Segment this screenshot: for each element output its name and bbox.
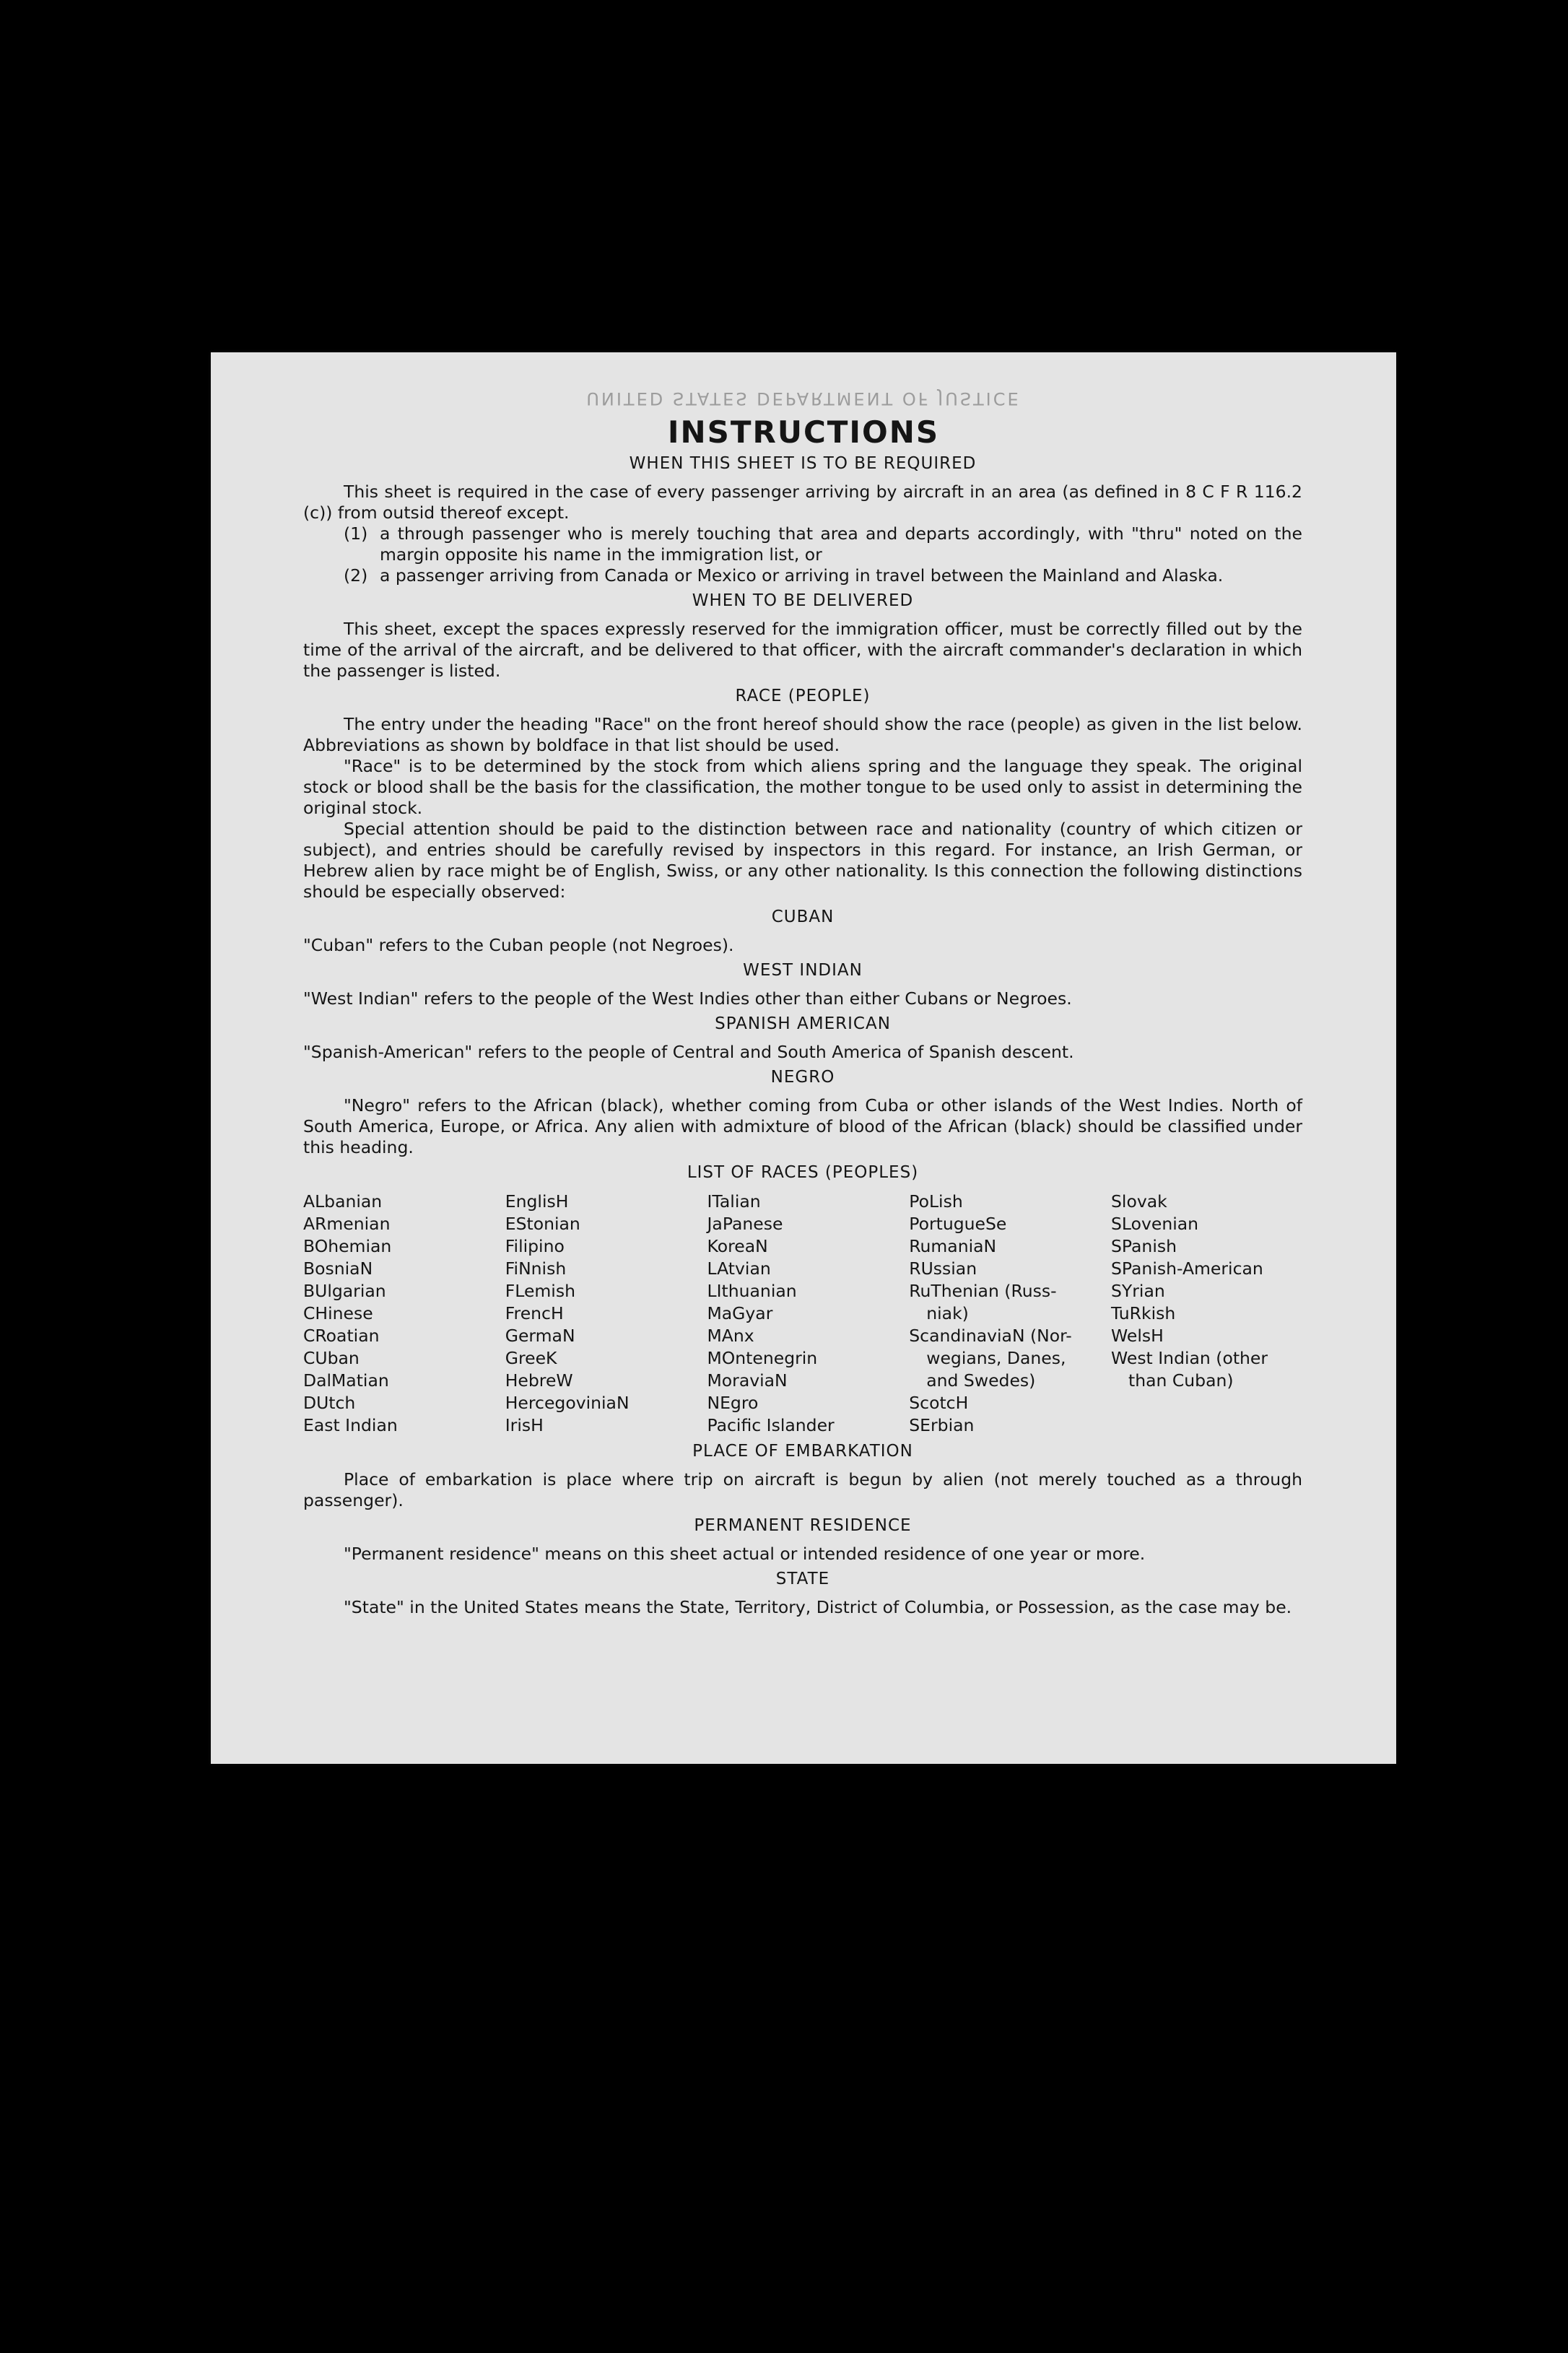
- race-item: ScotcH: [909, 1393, 969, 1413]
- race-item: JaPanese: [707, 1214, 783, 1234]
- race-column-1: [303, 1191, 495, 1437]
- race-item: DalMatian: [303, 1370, 389, 1391]
- heading-when-required: WHEN THIS SHEET IS TO BE REQUIRED: [629, 454, 977, 473]
- heading-negro: NEGRO: [770, 1068, 835, 1087]
- race-item: GermaN: [505, 1326, 575, 1346]
- race-item: CHinese: [303, 1303, 373, 1323]
- instructions-body: [303, 453, 1302, 1618]
- race-item: PortugueSe: [909, 1214, 1007, 1234]
- paragraph-race-3: Special attention should be paid to the distinction between race and nationality (country of which citizen or subject), and entries should be carefully revised by inspectors in this regard. For instance, an Irish German, or Hebrew alien by race might be of English, Swiss, or any other nationality. Is this connection the following distinctions should be especially observed:: [303, 819, 1302, 902]
- exception-text: a through passenger who is merely touching that area and departs accordingly, with "thru" noted on the margin opposite his name in the immigration list, or: [380, 523, 1302, 565]
- heading-spanish-american: SPANISH AMERICAN: [715, 1014, 891, 1033]
- heading-list-of-races: LIST OF RACES (PEOPLES): [687, 1163, 919, 1182]
- race-item: IrisH: [505, 1415, 544, 1435]
- race-item: CUban: [303, 1348, 360, 1368]
- race-item: RUssian: [909, 1258, 977, 1279]
- paragraph-race-1: The entry under the heading "Race" on the front hereof should show the race (people) as given in the list below. Abbreviations as shown by boldface in that list should be used.: [303, 714, 1302, 755]
- race-column-4: [909, 1191, 1100, 1437]
- race-item: ScandinaviaN (Nor-: [909, 1326, 1072, 1346]
- race-item: MoraviaN: [707, 1370, 788, 1391]
- paragraph-spanish-american: "Spanish-American" refers to the people of Central and South America of Spanish descent.: [303, 1042, 1074, 1062]
- race-column-3: [707, 1191, 899, 1437]
- race-column-5: [1111, 1191, 1302, 1437]
- race-item: FrencH: [505, 1303, 564, 1323]
- paragraph-state: "State" in the United States means the State, Territory, District of Columbia, or Possession, as the case may be.: [344, 1597, 1292, 1617]
- race-item: MOntenegrin: [707, 1348, 818, 1368]
- race-item: RuThenian (Russ-: [909, 1281, 1057, 1301]
- race-item: and Swedes): [926, 1370, 1036, 1391]
- race-item: SErbian: [909, 1415, 975, 1435]
- race-item: HercegoviniaN: [505, 1393, 630, 1413]
- document-sheet: [211, 352, 1396, 1764]
- exception-item: [303, 523, 1302, 565]
- race-item: BUlgarian: [303, 1281, 386, 1301]
- race-item: ALbanian: [303, 1191, 383, 1212]
- paragraph-race-2: "Race" is to be determined by the stock from which aliens spring and the language they speak. The original stock or blood shall be the basis for the classification, the mother tongue to be used only to assist in determining the original stock.: [303, 756, 1302, 818]
- race-item: SYrian: [1111, 1281, 1165, 1301]
- race-item: MAnx: [707, 1326, 754, 1346]
- race-item: East Indian: [303, 1415, 398, 1435]
- heading-permanent-residence: PERMANENT RESIDENCE: [694, 1516, 912, 1535]
- race-item: SPanish: [1111, 1236, 1177, 1256]
- race-item: WelsH: [1111, 1326, 1164, 1346]
- exception-text: a passenger arriving from Canada or Mexico or arriving in travel between the Mainland and Alaska.: [380, 565, 1224, 586]
- exception-list: [303, 523, 1302, 586]
- race-item: RumaniaN: [909, 1236, 997, 1256]
- page-title: INSTRUCTIONS: [667, 414, 940, 450]
- exception-number: (2): [344, 565, 368, 586]
- heading-state: STATE: [775, 1570, 830, 1588]
- race-item: KoreaN: [707, 1236, 768, 1256]
- race-column-2: [505, 1191, 697, 1437]
- race-item: PoLish: [909, 1191, 963, 1212]
- race-item: West Indian (other: [1111, 1348, 1268, 1368]
- race-item: SLovenian: [1111, 1214, 1199, 1234]
- heading-race: RACE (PEOPLE): [735, 687, 871, 705]
- race-item: Pacific Islander: [707, 1415, 835, 1435]
- race-item: CRoatian: [303, 1326, 380, 1346]
- heading-place-of-embarkation: PLACE OF EMBARKATION: [692, 1442, 913, 1461]
- race-item: LAtvian: [707, 1258, 771, 1279]
- heading-cuban: CUBAN: [771, 908, 835, 926]
- race-item: niak): [926, 1303, 969, 1323]
- race-item: SPanish-American: [1111, 1258, 1263, 1279]
- race-item: HebreW: [505, 1370, 573, 1391]
- paragraph-cuban: "Cuban" refers to the Cuban people (not Negroes).: [303, 935, 734, 955]
- race-item: Filipino: [505, 1236, 565, 1256]
- paragraph-embarkation: Place of embarkation is place where trip on aircraft is begun by alien (not merely touched as a through passenger).: [303, 1469, 1302, 1510]
- race-item: FLemish: [505, 1281, 575, 1301]
- race-item: FiNnish: [505, 1258, 567, 1279]
- race-item: LIthuanian: [707, 1281, 797, 1301]
- race-item: GreeK: [505, 1348, 557, 1368]
- race-item: MaGyar: [707, 1303, 773, 1323]
- race-item: EnglisH: [505, 1191, 569, 1212]
- exception-item: [303, 565, 1302, 586]
- race-item: BOhemian: [303, 1236, 392, 1256]
- exception-number: (1): [344, 523, 368, 544]
- race-item: NEgro: [707, 1393, 759, 1413]
- paragraph-required: This sheet is required in the case of every passenger arriving by aircraft in an area (as defined in 8 C F R 116.2 (c)) from outsid thereof except.: [303, 482, 1302, 523]
- paragraph-negro: "Negro" refers to the African (black), whether coming from Cuba or other islands of the West Indies. North of South America, Europe, or Africa. Any alien with admixture of blood of the African (black) should be classified under this heading.: [303, 1095, 1302, 1157]
- race-item: EStonian: [505, 1214, 580, 1234]
- race-item: wegians, Danes,: [926, 1348, 1066, 1368]
- paragraph-delivered: This sheet, except the spaces expressly reserved for the immigration officer, must be correctly filled out by the time of the arrival of the aircraft, and be delivered to that officer, with the aircraft commander's declaration in which the passenger is listed.: [303, 619, 1302, 681]
- race-item: TuRkish: [1111, 1303, 1176, 1323]
- heading-west-indian: WEST INDIAN: [743, 961, 863, 980]
- race-item: than Cuban): [1128, 1370, 1234, 1391]
- paragraph-west-indian: "West Indian" refers to the people of the West Indies other than either Cubans or Negroes.: [303, 988, 1072, 1009]
- race-item: ARmenian: [303, 1214, 391, 1234]
- race-list: [303, 1191, 1302, 1437]
- bleed-through-text: UNITED STATES DEPARTMENT OF JUSTICE: [586, 388, 1021, 409]
- race-item: Slovak: [1111, 1191, 1167, 1212]
- race-item: BosniaN: [303, 1258, 373, 1279]
- heading-when-delivered: WHEN TO BE DELIVERED: [692, 591, 914, 610]
- race-item: ITalian: [707, 1191, 761, 1212]
- race-item: DUtch: [303, 1393, 356, 1413]
- paragraph-residence: "Permanent residence" means on this sheet actual or intended residence of one year or more.: [344, 1544, 1146, 1564]
